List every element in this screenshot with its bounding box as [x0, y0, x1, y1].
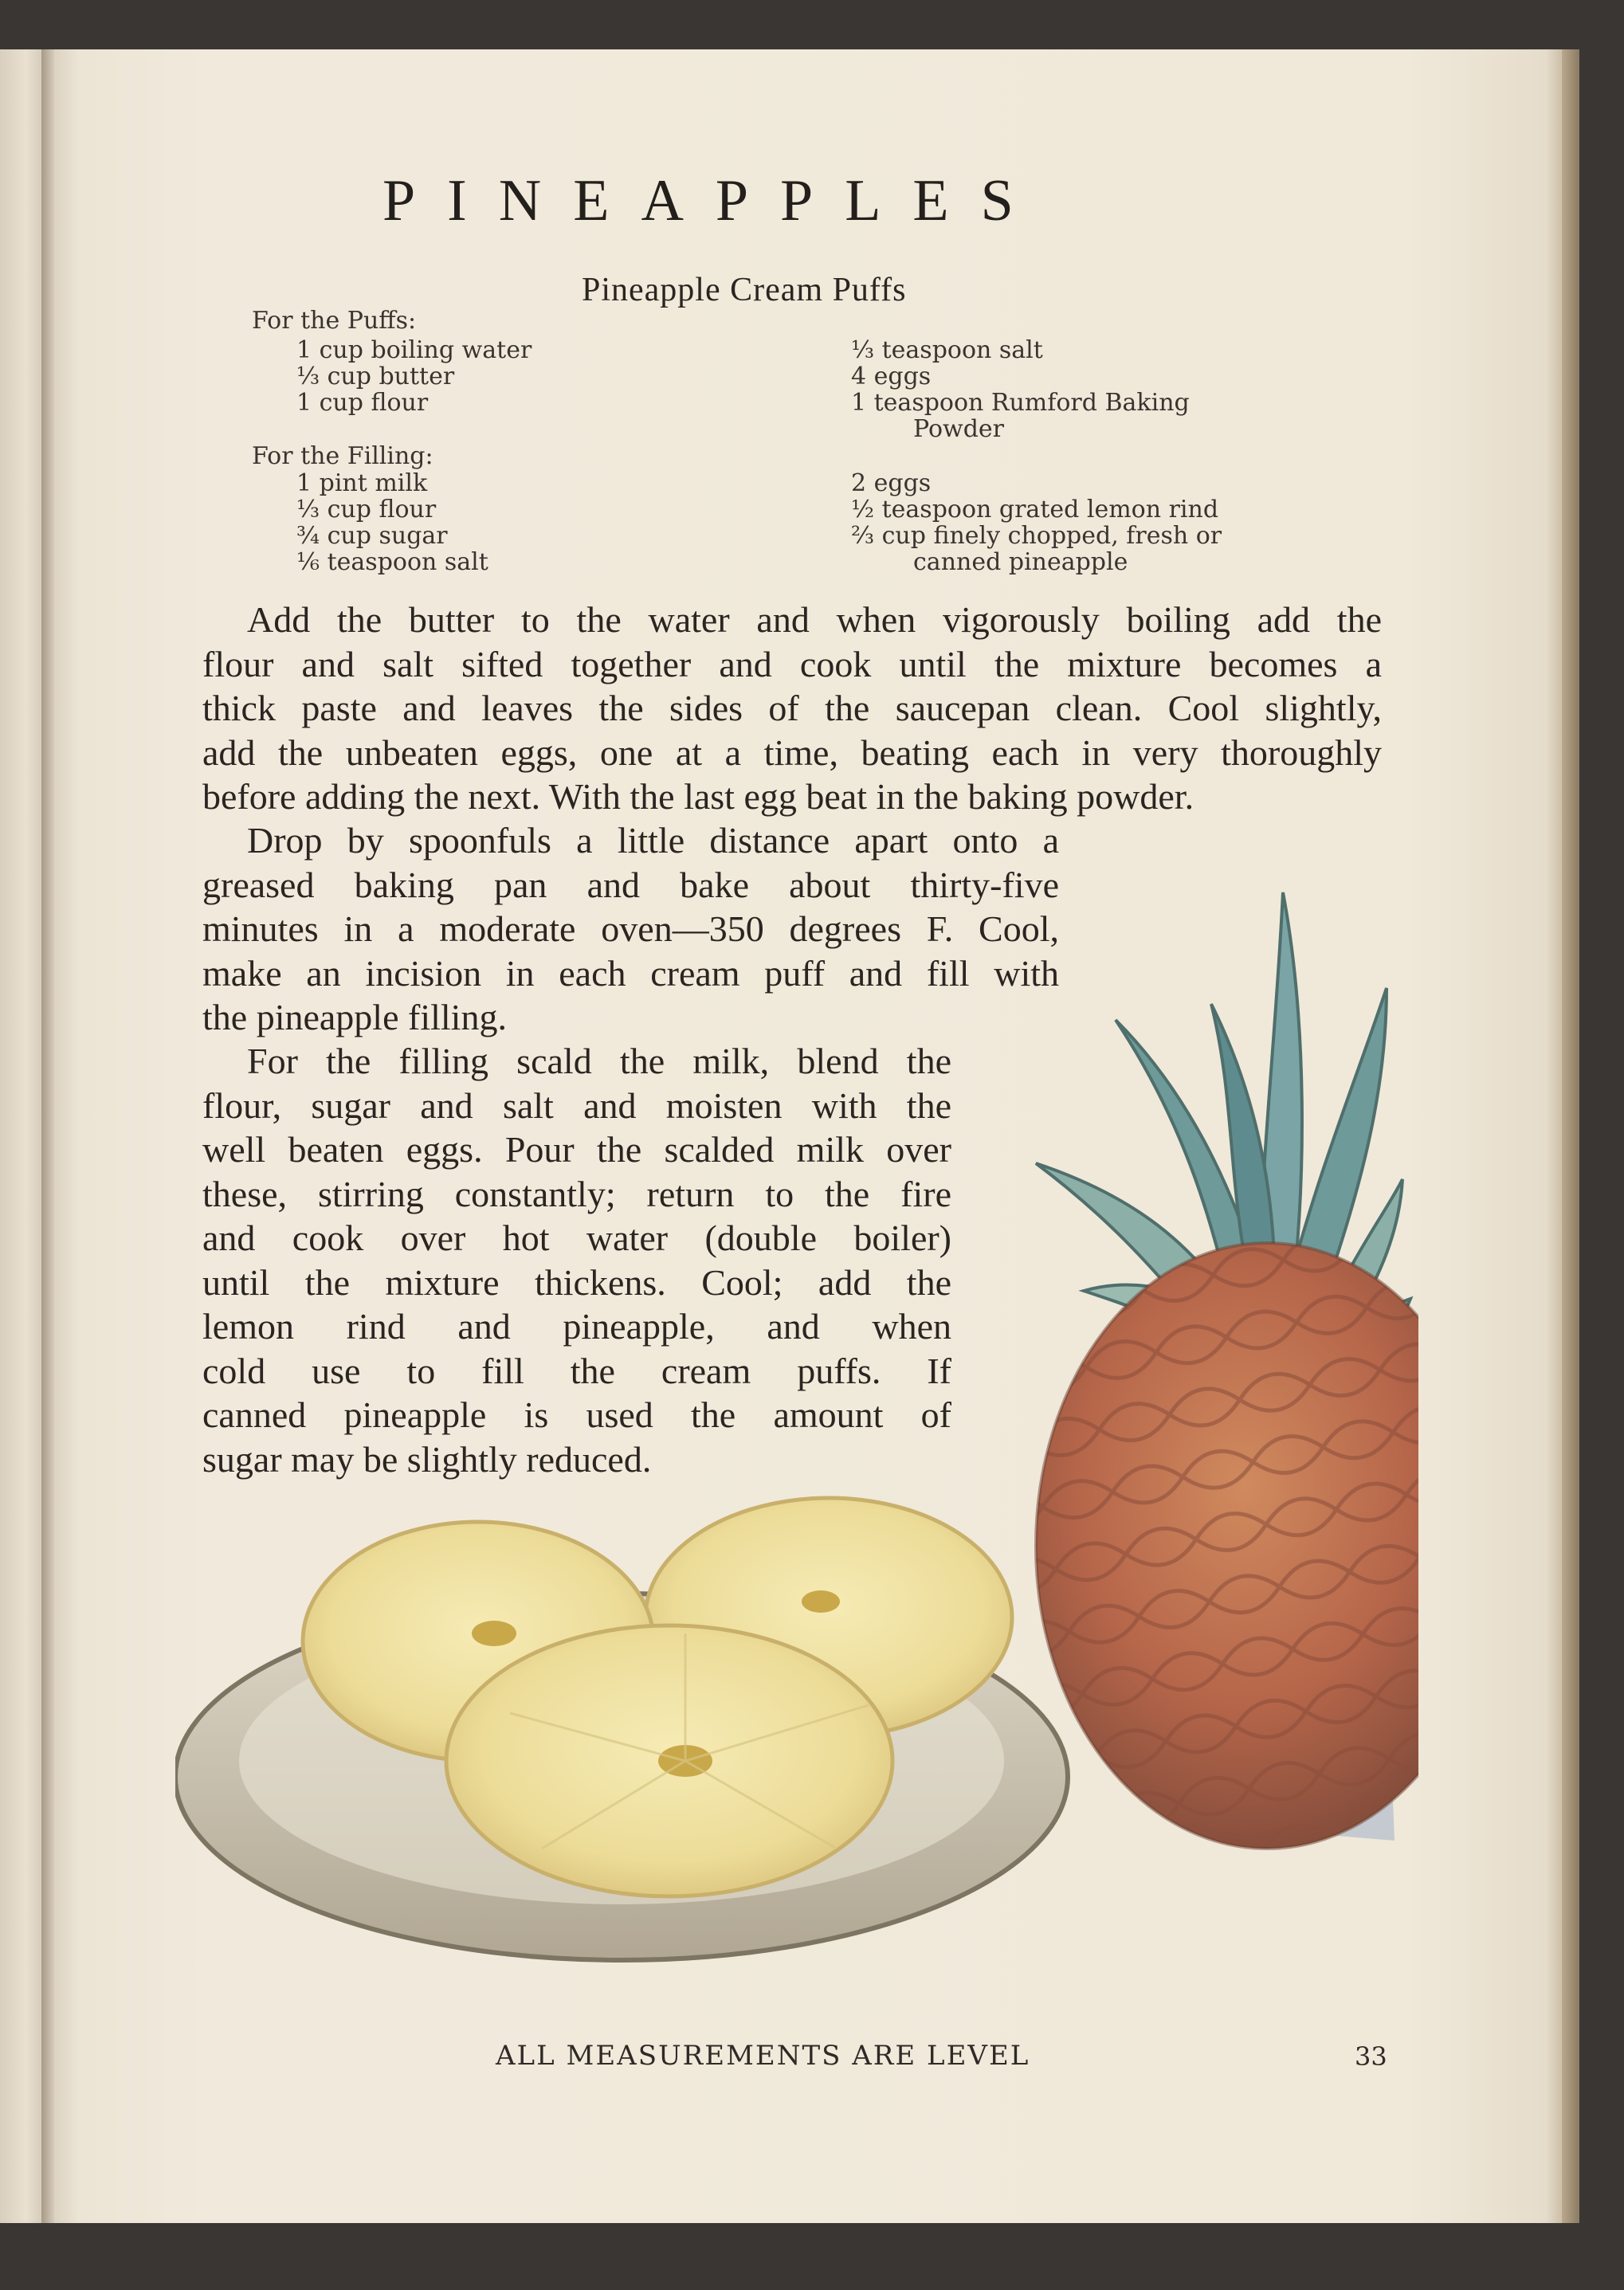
ingredient-item: ⅙ teaspoon salt	[296, 548, 488, 576]
text-line: before adding the next. With the last egg beat in the baking powder.	[202, 776, 1194, 817]
text-line: the pineapple filling.	[202, 997, 507, 1037]
text-line: well beaten eggs. Pour the scalded milk over	[202, 1129, 951, 1170]
text-line: sugar may be slightly reduced.	[202, 1438, 652, 1480]
ingredient-item: canned pineapple	[913, 548, 1128, 576]
text-line: cold use to fill the cream puffs. If	[202, 1350, 951, 1391]
text-line: these, stirring constantly; return to the fire	[202, 1173, 951, 1214]
ingredient-item: 1 cup flour	[296, 389, 429, 417]
text-line: make an incision in each cream puff and fill with	[202, 952, 1059, 994]
ingredient-item: 1 pint milk	[296, 469, 428, 497]
ingredient-item: 1 teaspoon Rumford Baking	[851, 389, 1190, 417]
text-line: greased baking pan and bake about thirty-five	[202, 864, 1059, 905]
instructions-paragraph-1	[202, 598, 1382, 819]
text-line: Drop by spoonfuls a little distance apart onto a	[247, 820, 1059, 861]
text-line: and cook over hot water (double boiler)	[202, 1218, 951, 1258]
ingredient-item: ⅔ cup finely chopped, fresh or	[851, 522, 1222, 550]
text-line: For the filling scald the milk, blend the	[247, 1041, 951, 1081]
footer-note: ALL MEASUREMENTS ARE LEVEL	[496, 2040, 1030, 2072]
text-line: canned pineapple is used the amount of	[202, 1394, 951, 1435]
puffs-ingredients-right	[851, 337, 1190, 442]
ingredient-item: ½ teaspoon grated lemon rind	[851, 496, 1219, 523]
filling-heading: For the Filling:	[252, 442, 433, 470]
binding-gutter	[41, 49, 54, 2223]
ingredient-item: ⅓ cup butter	[296, 363, 455, 390]
ingredient-item: ⅓ teaspoon salt	[851, 336, 1043, 364]
text-line: flour and salt sifted together and cook until the mixture becomes a	[202, 643, 1382, 684]
text-line: thick paste and leaves the sides of the saucepan clean. Cool slightly,	[202, 688, 1382, 728]
text-line: Add the butter to the water and when vigorously boiling add the	[247, 599, 1382, 640]
ingredient-item: 2 eggs	[851, 469, 932, 497]
text-line: until the mixture thickens. Cool; add the	[202, 1261, 951, 1303]
left-facing-page	[0, 49, 48, 2223]
filling-ingredients-right	[851, 470, 1222, 575]
recipe-title: Pineapple Cream Puffs	[582, 272, 907, 308]
text-line: flour, sugar and salt and moisten with the	[202, 1084, 951, 1126]
text-line: lemon rind and pineapple, and when	[202, 1306, 951, 1347]
filling-ingredients-left	[296, 470, 488, 575]
ingredient-item: 1 cup boiling water	[296, 336, 532, 364]
page-number: 33	[1355, 2041, 1387, 2072]
page-title: PINEAPPLES	[382, 168, 1045, 233]
ingredient-item: ⅓ cup flour	[296, 496, 437, 523]
ingredient-item: Powder	[913, 415, 1005, 443]
text-line: add the unbeaten eggs, one at a time, beating each in very thoroughly	[202, 731, 1382, 773]
puffs-heading: For the Puffs:	[252, 307, 417, 335]
pineapple-body	[1036, 1243, 1418, 1849]
page-edge	[1562, 49, 1579, 2223]
ingredient-item: ¾ cup sugar	[296, 522, 448, 550]
ingredient-item: 4 eggs	[851, 363, 932, 390]
puffs-ingredients-left	[296, 337, 532, 416]
text-line: minutes in a moderate oven—350 degrees F. Cool,	[202, 908, 1059, 949]
pineapple-illustration	[175, 876, 1418, 2008]
